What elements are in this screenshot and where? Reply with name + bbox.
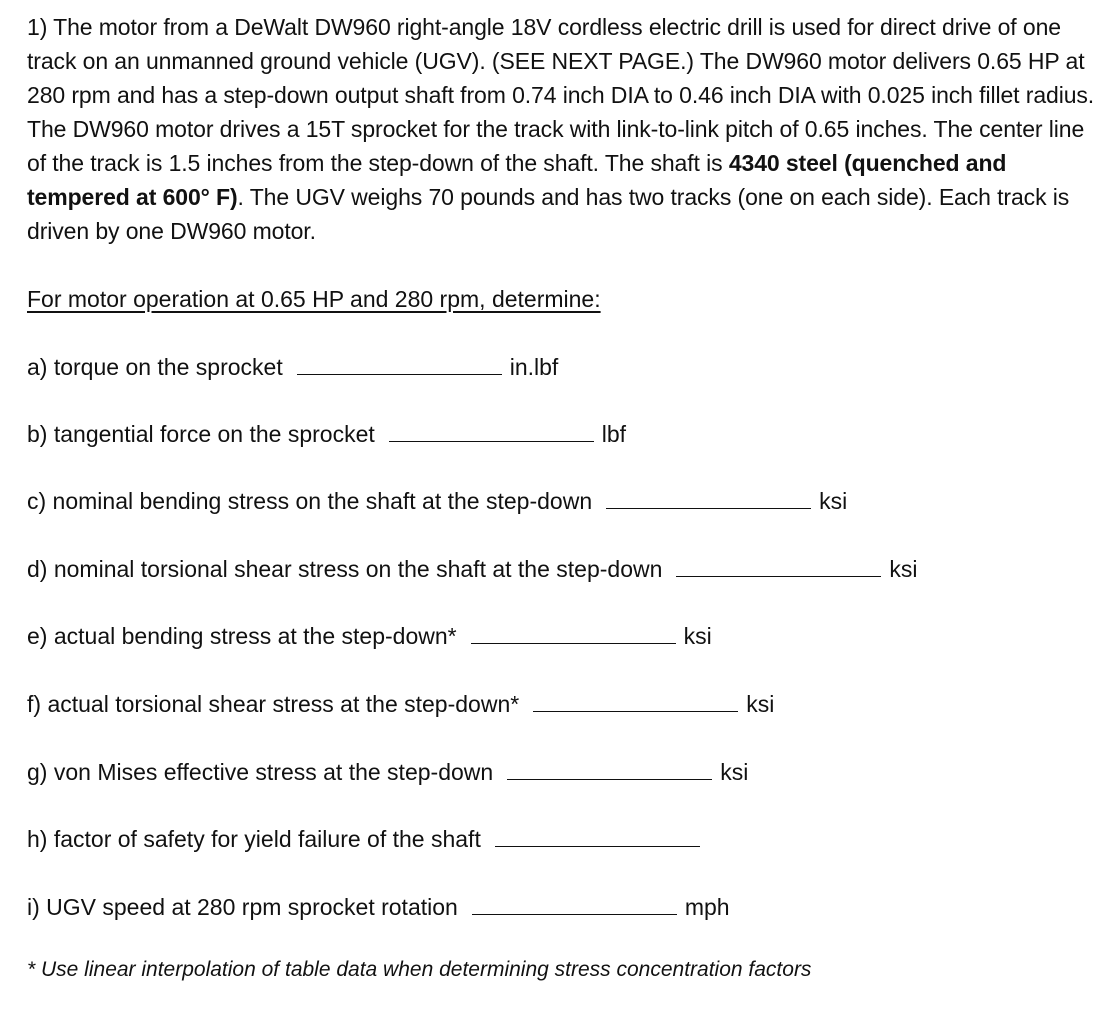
answer-unit: ksi (683, 623, 712, 649)
question-g (27, 755, 748, 789)
answer-blank[interactable] (533, 689, 738, 712)
problem-text-part2: . The UGV weighs 70 pounds and has two tracks (one on each side). Each track is driven by one DW960 motor. (27, 184, 1070, 244)
question-label: i) UGV speed at 280 rpm sprocket rotation (27, 894, 458, 920)
answer-blank[interactable] (676, 554, 881, 577)
question-i (27, 890, 730, 924)
question-label: d) nominal torsional shear stress on the shaft at the step-down (27, 556, 663, 582)
question-f (27, 687, 774, 721)
answer-unit: ksi (889, 556, 918, 582)
answer-blank[interactable] (606, 486, 811, 509)
answer-unit: in.lbf (509, 354, 559, 380)
answer-blank[interactable] (507, 757, 712, 780)
question-label: h) factor of safety for yield failure of the shaft (27, 826, 481, 852)
question-label: g) von Mises effective stress at the step-down (27, 759, 494, 785)
answer-blank[interactable] (471, 621, 676, 644)
answer-unit: ksi (720, 759, 749, 785)
question-label: f) actual torsional shear stress at the step-down* (27, 691, 520, 717)
question-b (27, 417, 626, 451)
answer-blank[interactable] (472, 892, 677, 915)
question-c (27, 484, 847, 518)
answer-blank[interactable] (297, 352, 502, 375)
question-a (27, 350, 558, 384)
answer-unit: mph (684, 894, 730, 920)
answer-unit: ksi (819, 488, 848, 514)
instruction-heading: For motor operation at 0.65 HP and 280 rpm, determine: (27, 286, 601, 312)
question-label: c) nominal bending stress on the shaft at the step-down (27, 488, 593, 514)
answer-blank[interactable] (495, 824, 700, 847)
question-label: e) actual bending stress at the step-down* (27, 623, 457, 649)
problem-text-part1: 1) The motor from a DeWalt DW960 right-angle 18V cordless electric drill is used for direct drive of one track on an unmanned ground vehicle (UGV). (SEE NEXT PAGE.) The DW960 motor delivers 0.65 HP at 280 rpm and has a step-down output shaft from 0.74 inch DIA to 0.46 inch DIA with 0.025 inch fillet radius. The DW960 motor drives a 15T sprocket for the track with link-to-link pitch of 0.65 inches. The center line of the track is 1.5 inches from the step-down of the shaft. The shaft is (27, 14, 1095, 176)
answer-unit: ksi (746, 691, 775, 717)
answer-unit: lbf (601, 421, 627, 447)
question-label: a) torque on the sprocket (27, 354, 283, 380)
question-e (27, 619, 712, 653)
question-d (27, 552, 918, 586)
problem-material-bold: 4340 steel (quenched and tempered at 600° F) (27, 150, 1007, 210)
problem-statement (27, 10, 1107, 248)
question-label: b) tangential force on the sprocket (27, 421, 375, 447)
answer-blank[interactable] (389, 419, 594, 442)
footnote: * Use linear interpolation of table data when determining stress concentration factors (27, 958, 812, 981)
question-h (27, 822, 708, 856)
